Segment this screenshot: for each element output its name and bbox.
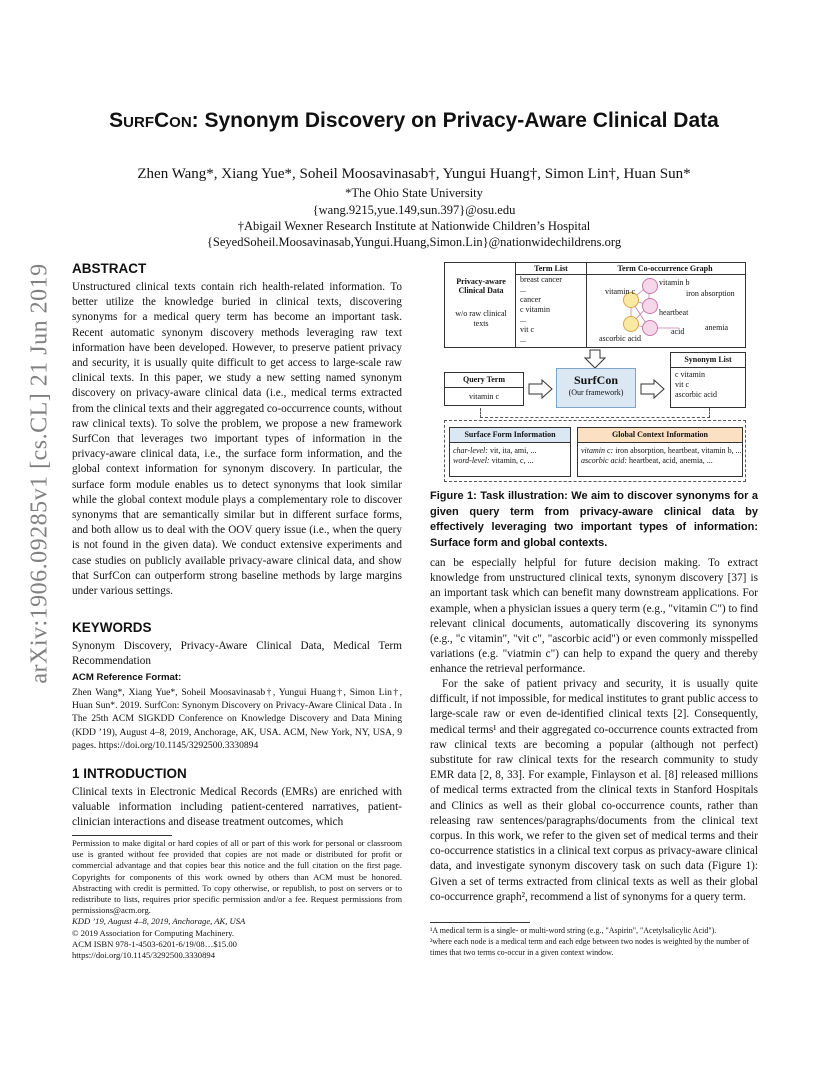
term-item: breast cancer <box>520 275 562 284</box>
right-paragraph-2: For the sake of patient privacy and security, it is usually quite difficult, if not impossible, for medical institutes to grant public access to large-scale raw or even de-identified clinical texts [2]. Consequently, medical terms¹ and their aggregated co-occurrence counts extracted from raw clinical texts are becoming a popular (although not perfect) substitute for raw clinical texts for the research community to study EMR data [2, 8, 33]. For example, Finlayson et al. [8] released millions of medical terms extracted from the clinical texts in Stanford Hospitals and Clinics as well as their global co-occurrence counts, rather than releasing raw sentences/paragraphs/documents from the clinical text corpus. In this work, we refer to the given set of medical terms and their co-occurrence statistics in a clinical text corpus as privacy-aware clinical data, and investigate synonym discovery task on such data (Figure 1): Given a set of terms extracted from clinical texts as well as their global co-occurrence graph², recommend a list of synonyms for a query term. <box>430 678 758 903</box>
synonym-list-box <box>670 352 746 408</box>
permission-text: Permission to make digital or hard copies of all or part of this work for personal or classroom use is granted without fee provided that copies are not made or distributed for profit or commercial advantage and that copies bear this notice and the full citation on the first page. Copyrights for components of this work owned by others than ACM must be honored. Abstracting with credit is permitted. To copy otherwise, or republish, to post on servers or to redistribute to lists, requires prior specific permission and/or a fee. Request permissions from permissions@acm.org. <box>72 838 402 916</box>
context-label-2: ascorbic acid: <box>581 456 627 465</box>
doi-line: https://doi.org/10.1145/3292500.3330894 <box>72 950 215 960</box>
figure-1 <box>444 262 748 484</box>
conf-line: KDD ’19, August 4–8, 2019, Anchorage, AK, USA <box>72 916 246 926</box>
synonym-list-header: Synonym List <box>671 353 745 368</box>
synonym-item: ascorbic acid <box>675 390 717 399</box>
synonym-list-items <box>671 368 745 400</box>
surfcon-label: SurfCon <box>573 373 618 387</box>
node-vitamin-b <box>642 278 658 294</box>
global-context-header: Global Context Information <box>578 428 742 443</box>
intro-heading: 1 INTRODUCTION <box>72 766 187 781</box>
context-row-1 <box>578 443 742 456</box>
right-arrow-icon-2 <box>640 379 666 399</box>
graph-label-vitamin-b: vitamin b <box>659 278 690 287</box>
right-arrow-icon <box>528 379 554 399</box>
surface-form-box <box>449 427 571 477</box>
word-level-value: vitamin, c, ... <box>491 456 534 465</box>
surfcon-box <box>556 368 636 408</box>
abstract-text: Unstructured clinical texts contain rich health-related information. To better utilize the knowledge buried in clinical texts, discovering synonyms for a medical query term has become an important task. Recent automatic synonym discovery methods leveraging raw text information have been developed. However, to preserve patient privacy and security, it is usually quite difficult to get access to large-scale raw clinical texts. In this paper, we study a new setting named synonym discovery on privacy-aware clinical data (i.e., medical terms extracted from the clinical texts and their aggregated co-occurrence counts, without raw clinical texts). To solve the problem, we propose a new framework SurfCon that leverages two important types of information in the privacy-aware clinical data, i.e., the surface form information, and the global context information for synonym discovery. In particular, the surface form module enables us to detect synonyms that look similar while the global context module plays a complementary role to discover synonyms that are semantically similar but in different surface forms, and both allow us to deal with the OOV query issue (i.e., when the query is not found in the given data). We conduct extensive experiments and case studies on publicly available privacy-aware clinical data, and show that SurfCon can outperform strong baseline methods by large margins under various settings. <box>72 281 402 598</box>
copyright-line: © 2019 Association for Computing Machinery. <box>72 928 235 938</box>
affiliation-osu: *The Ohio State University <box>345 186 483 200</box>
query-term-value: vitamin c <box>469 392 499 401</box>
author-list: Zhen Wang*, Xiang Yue*, Soheil Moosavinasab†, Yungui Huang†, Simon Lin†, Huan Sun* <box>137 166 691 182</box>
term-item: vit c <box>520 325 534 334</box>
graph-label-acid: acid <box>671 327 685 336</box>
term-item: ... <box>520 335 526 344</box>
intro-text: Clinical texts in Electronic Medical Records (EMRs) are enriched with valuable information including patient-centered narratives, patient-clinician interactions and disease treatment outcomes, which <box>72 786 402 829</box>
email-nationwide: {SeyedSoheil.Moosavinasab,Yungui.Huang,Simon.Lin}@nationwidechildrens.org <box>206 235 622 249</box>
global-context-box <box>577 427 743 477</box>
graph-label-ascorbic-acid: ascorbic acid <box>599 334 641 343</box>
synonym-item: vit c <box>675 380 689 389</box>
cooccurrence-graph <box>585 263 745 347</box>
node-acid <box>642 320 658 336</box>
abstract-heading: ABSTRACT <box>72 261 147 276</box>
wo-raw-label: w/o raw clinical texts <box>455 309 507 328</box>
keywords-text: Synonym Discovery, Privacy-Aware Clinical Data, Medical Term Recommendation <box>72 640 402 668</box>
query-term-header: Query Term <box>445 373 523 388</box>
right-footnote-rule <box>430 922 530 923</box>
figure-caption: Figure 1: Task illustration: We aim to discover synonyms for a given query term from privacy-aware clinical data by effectively leveraging two important types of information: Surface form and global contexts. <box>430 490 758 549</box>
graph-label-vitamin-c: vitamin c <box>605 287 635 296</box>
char-level-row <box>450 443 570 456</box>
term-item: c vitamin <box>520 305 550 314</box>
title-rest: : Synonym Discovery on Privacy-Aware Clinical Data <box>191 109 719 132</box>
node-heartbeat <box>642 298 658 314</box>
term-list-items <box>516 275 586 345</box>
email-osu: {wang.9215,yue.149,sun.397}@osu.edu <box>312 203 516 217</box>
footnote-rule <box>72 835 172 836</box>
affiliation-nationwide: †Abigail Wexner Research Institute at Nationwide Children’s Hospital <box>237 219 591 233</box>
information-panel <box>444 420 746 482</box>
node-ascorbic-acid <box>623 316 639 332</box>
graph-label-heartbeat: heartbeat <box>659 308 689 317</box>
word-level-label: word-level: <box>453 456 490 465</box>
synonym-item: c vitamin <box>675 370 705 379</box>
graph-label-iron-absorption: iron absorption <box>686 289 735 298</box>
context-row-2 <box>578 456 742 466</box>
char-level-label: char-level: <box>453 446 488 455</box>
footnote-2: ²where each node is a medical term and each edge between two nodes is weighted by the number of times that two terms co-occur in a given context window. <box>430 937 750 957</box>
privacy-label: Privacy-aware Clinical Data <box>456 277 506 295</box>
acm-ref-heading: ACM Reference Format: <box>72 672 182 683</box>
term-list <box>515 263 587 347</box>
term-item: ... <box>520 315 526 324</box>
framework-label: (Our framework) <box>568 388 624 397</box>
graph-header: Term Co-occurrence Graph <box>585 263 745 275</box>
right-paragraph-1: can be especially helpful for future decision making. To extract knowledge from unstructured clinical texts, synonym discovery [37] is an important task which can benefit many downstream applications. For example, when a physician issues a query term (e.g., "vitamin C") to find relevant clinical documents, automatically discovering its synonyms (e.g., "c vitamin", "vit c", "ascorbic acid") or even commonly misspelled variations (e.g. "viatmin c") can help to expand the query and thereby enhance the retrieval performance. <box>430 557 758 676</box>
context-value-2: heartbeat, acid, anemia, ... <box>629 456 713 465</box>
surface-form-header: Surface Form Information <box>450 428 570 443</box>
term-item: ... <box>520 285 526 294</box>
arxiv-stamp: arXiv:1906.09285v1 [cs.CL] 21 Jun 2019 <box>26 263 53 684</box>
graph-label-anemia: anemia <box>705 323 729 332</box>
term-item: cancer <box>520 295 541 304</box>
footnote-1: ¹A medical term is a single- or multi-word string (e.g., "Aspirin", "Acetylsalicylic Acid"). <box>430 926 717 935</box>
char-level-value: vit, ita, ami, ... <box>489 446 537 455</box>
context-value-1: iron absorption, heartbeat, vitamin b, ... <box>615 446 742 455</box>
acm-ref-text: Zhen Wang*, Xiang Yue*, Soheil Moosavinasab†, Yungui Huang†, Simon Lin†, Huan Sun*. 2019. SurfCon: Synonym Discovery on Privacy-Aware Clinical Data . In The 25th ACM SIGKDD Conference on Knowledge Discovery and Data Mining (KDD ’19), August 4–8, 2019, Anchorage, AK, USA. ACM, New York, NY, USA, 9 pages. https://doi.org/10.1145/3292500.3330894 <box>72 687 402 751</box>
term-list-header: Term List <box>516 263 586 275</box>
title-system-name: SurfCon <box>109 109 192 132</box>
keywords-heading: KEYWORDS <box>72 620 152 635</box>
context-label-1: vitamin c: <box>581 446 614 455</box>
dashed-connector <box>480 408 710 418</box>
isbn-line: ACM ISBN 978-1-4503-6201-6/19/08…$15.00 <box>72 939 237 949</box>
word-level-row <box>450 456 570 466</box>
down-arrow-icon <box>584 349 606 369</box>
privacy-data-panel <box>444 262 746 348</box>
paper-title <box>0 109 828 133</box>
query-term-box <box>444 372 524 406</box>
